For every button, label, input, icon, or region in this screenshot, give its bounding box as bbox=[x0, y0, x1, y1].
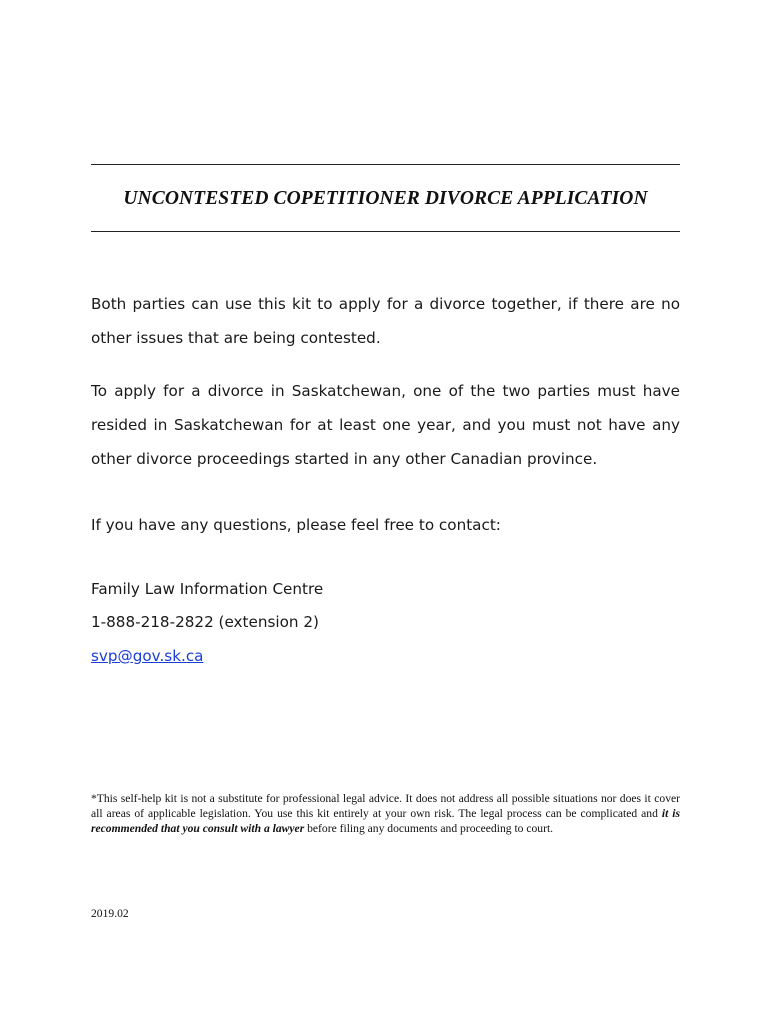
residency-paragraph: To apply for a divorce in Saskatchewan, one of the two parties must have resided in Saskatchewan for at least one year, and you must not have any other divorce proceedings started in any other Canadian province. bbox=[91, 382, 680, 468]
contact-email-link[interactable]: svp@gov.sk.ca bbox=[91, 647, 204, 665]
intro-paragraph: Both parties can use this kit to apply for a divorce together, if there are no other issues that are being contested. bbox=[91, 295, 680, 347]
disclaimer-emphasis: it is recommended that you consult with a lawyer bbox=[91, 807, 681, 835]
page-title: UNCONTESTED COPETITIONER DIVORCE APPLICATION bbox=[123, 188, 648, 209]
title-bottom-rule bbox=[91, 231, 680, 232]
contact-organization: Family Law Information Centre bbox=[91, 580, 324, 598]
disclaimer-text-start: *This self-help kit is not a substitute for professional legal advice. It does not address all possible situations nor does it cover all areas of applicable legislation. You use this kit entirely at your own risk. The legal process can be complicated and bbox=[91, 792, 680, 820]
title-top-rule bbox=[91, 164, 680, 165]
contact-phone: 1-888-218-2822 (extension 2) bbox=[91, 613, 319, 631]
contact-email-line bbox=[91, 647, 204, 665]
version-label: 2019.02 bbox=[91, 907, 129, 920]
contact-prompt-paragraph: If you have any questions, please feel free to contact: bbox=[91, 516, 501, 534]
disclaimer-text-end: before filing any documents and proceeding to court. bbox=[304, 822, 554, 835]
disclaimer bbox=[91, 791, 680, 836]
